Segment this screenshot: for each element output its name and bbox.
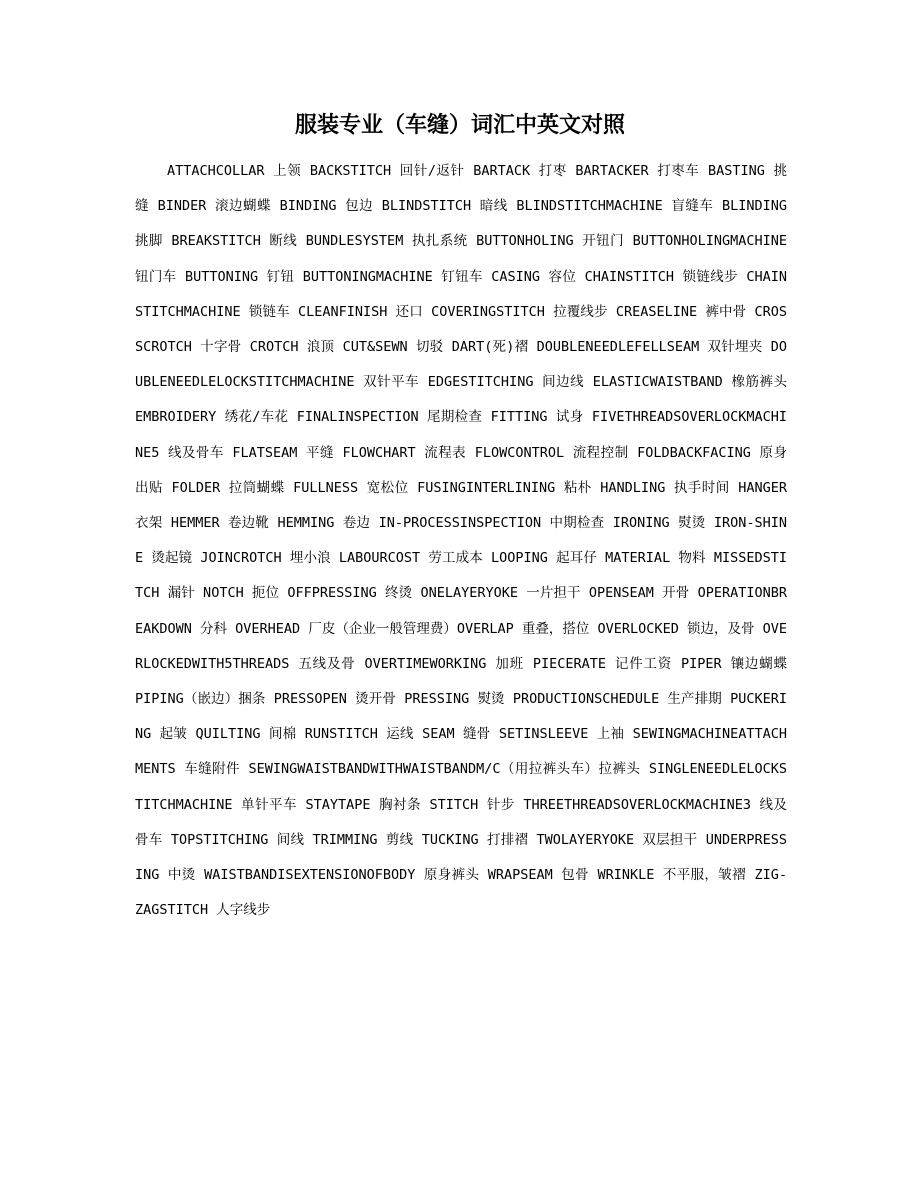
document-body: ATTACHCOLLAR 上领 BACKSTITCH 回针/返针 BARTACK 打枣 BARTACKER 打枣车 BASTING 挑缝 BINDER 滚边蝴蝶 BINDING 包边 BLINDSTITCH 暗线 BLINDSTITCHMACHINE 盲缝车 BLINDING 挑脚 BREAKSTITCH 断线 BUNDLESYSTEM 执扎系统 BUTTONHOLING 开钮门 BUTTONHOLINGMACHINE 钮门车 BUTTONING 钉钮 BUTTONINGMACHINE 钉钮车 CASING 容位 CHAINSTITCH 锁链线步 CHAINSTITCHMACHINE 锁链车 CLEANFINISH 还口 COVERINGSTITCH 拉覆线步 CREASELINE 裤中骨 CROSSCROTCH 十字骨 CROTCH 浪顶 CUT&SEWN 切驳 DART(死)褶 DOUBLENEEDLEFELLSEAM 双针埋夹 DOUBLENEEDLELOCKSTITCHMACHINE 双针平车 EDGESTITCHING 间边线 ELASTICWAISTBAND 橡筋裤头 EMBROIDERY 绣花/车花 FINALINSPECTION 尾期检查 FITTING 试身 FIVETHREADSOVERLOCKMACHINE5 线及骨车 FLATSEAM 平缝 FLOWCHART 流程表 FLOWCONTROL 流程控制 FOLDBACKFACING 原身出贴 FOLDER 拉筒蝴蝶 FULLNESS 宽松位 FUSINGINTERLINING 粘朴 HANDLING 执手时间 HANGER 衣架 HEMMER 卷边靴 HEMMING 卷边 IN-PROCESSINSPECTION 中期检查 IRONING 熨烫 IRON-SHINE 烫起镜 JOINCROTCH 埋小浪 LABOURCOST 劳工成本 LOOPING 起耳仔 MATERIAL 物料 MISSEDSTITCH 漏针 NOTCH 扼位 OFFPRESSING 终烫 ONELAYERYOKE 一片担干 OPENSEAM 开骨 OPERATIONBREAKDOWN 分科 OVERHEAD 厂皮（企业一般管理费）OVERLAP 重叠，搭位 OVERLOCKED 锁边，及骨 OVERLOCKEDWITH5THREADS 五线及骨 OVERTIMEWORKING 加班 PIECERATE 记件工资 PIPER 镶边蝴蝶 PIPING（嵌边）捆条 PRESSOPEN 烫开骨 PRESSING 熨烫 PRODUCTIONSCHEDULE 生产排期 PUCKERING 起皱 QUILTING 间棉 RUNSTITCH 运线 SEAM 缝骨 SETINSLEEVE 上袖 SEWINGMACHINEATTACHMENTS 车缝附件 SEWINGWAISTBANDWITHWAISTBANDM/C（用拉裤头车）拉裤头 SINGLENEEDLELOCKSTITCHMACHINE 单针平车 STAYTAPE 胸衬条 STITCH 针步 THREETHREADSOVERLOCKMACHINE3 线及骨车 TOPSTITCHING 间线 TRIMMING 剪线 TUCKING 打排褶 TWOLAYERYOKE 双层担干 UNDERPRESSING 中烫 WAISTBANDISEXTENSIONOFBODY 原身裤头 WRAPSEAM 包骨 WRINKLE 不平服，皱褶 ZIG-ZAGSTITCH 人字线步 (135, 163, 787, 919)
document-title: 服装专业（车缝）词汇中英文对照 (294, 112, 625, 138)
